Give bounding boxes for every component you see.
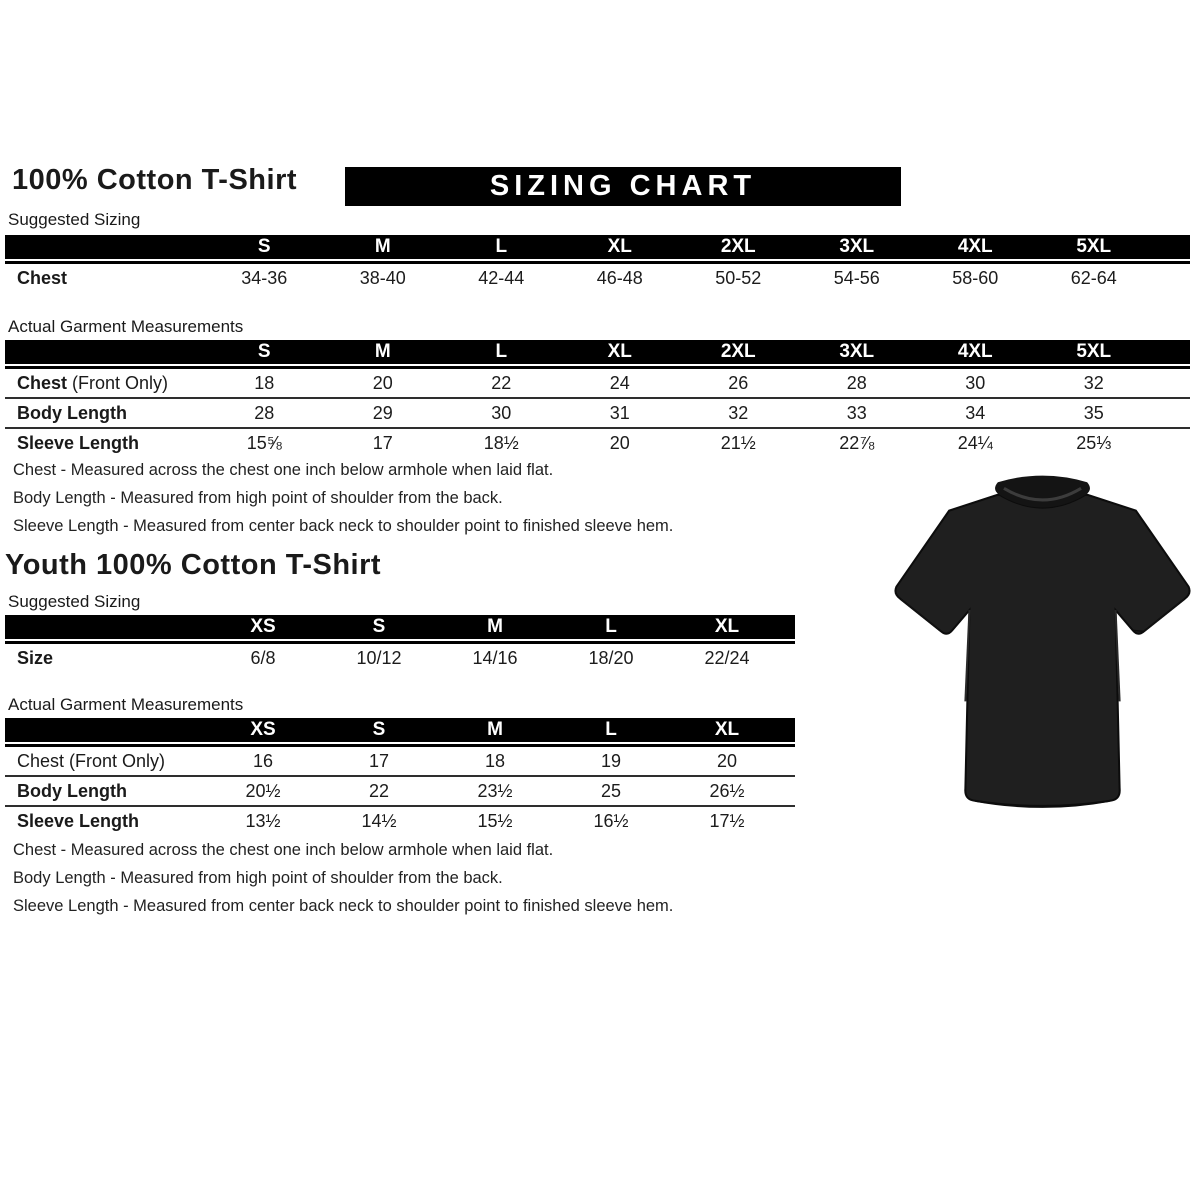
chest-range-value: 46-48 [596,267,643,288]
size-col-header: 2XL [720,341,756,362]
size-col-header: M [374,341,391,362]
size-col-header: 3XL [839,341,875,362]
measurement-value: 28 [846,372,867,393]
youth-chest-row [5,747,795,777]
measurement-value: 19 [600,750,622,771]
adult-measurement-notes [13,462,673,546]
size-col-header: M [487,616,503,637]
measurement-value: 20 [372,372,393,393]
page-title: 100% Cotton T-Shirt [12,164,298,196]
measurement-value: 18 [484,750,506,771]
size-range-value: 14/16 [472,647,518,668]
adult-actual-measurements-label: Actual Garment Measurements [8,317,244,336]
size-col-header: 4XL [957,341,993,362]
size-col-header: L [605,616,617,637]
row-label: Sleeve Length [17,432,140,453]
measurement-value: 22 [491,372,512,393]
adult-suggested-sizing-label: Suggested Sizing [8,210,141,229]
measurement-value: 17 [372,432,393,453]
measurement-value: 13½ [245,810,281,831]
measurement-value: 33 [846,402,867,423]
chest-range-value: 58-60 [952,267,999,288]
chest-measurement-row [5,369,1190,399]
chest-range-value: 54-56 [833,267,880,288]
measurement-value: 15½ [477,810,513,831]
size-col-header: S [257,341,271,362]
size-col-header: L [495,341,508,362]
measurement-value: 29 [372,402,393,423]
measurement-value: 31 [609,402,630,423]
measurement-value: 24¼ [957,432,993,453]
row-label-suffix: (Front Only) [67,372,169,393]
youth-suggested-sizing-label: Suggested Sizing [8,592,141,611]
measurement-value: 25⅓ [1076,432,1112,453]
measurement-value: 21½ [720,432,756,453]
size-col-header: L [495,236,508,257]
row-label: Sleeve Length [17,810,140,831]
youth-size-row [5,644,795,672]
size-col-header: 5XL [1076,236,1112,257]
youth-body-length-row [5,777,795,807]
measurement-value: 30 [965,372,986,393]
row-label: Body Length [17,402,127,423]
measurement-value: 18½ [483,432,519,453]
sizing-chart-banner [345,167,901,206]
size-range-value: 18/20 [588,647,634,668]
size-range-value: 10/12 [356,647,402,668]
measurement-value: 32 [728,402,749,423]
note-line: Sleeve Length - Measured from center back neck to shoulder point to finished sleeve hem. [13,517,674,535]
measurement-value: 17 [368,750,390,771]
youth-suggested-sizing-table [5,615,795,672]
measurement-value: 35 [1083,402,1104,423]
sizing-chart-banner-label: SIZING CHART [489,170,757,202]
measurement-value: 16 [252,750,274,771]
youth-actual-measurements-table [5,718,795,835]
size-header-row [5,718,795,742]
size-col-header: XS [250,616,276,637]
size-col-header: M [374,236,391,257]
row-label: Chest [17,267,68,288]
row-label: Chest (Front Only) [17,750,166,771]
row-label [5,373,205,394]
size-col-header: L [605,719,617,740]
adult-suggested-sizing-table [5,235,1190,292]
measurement-value: 25 [600,780,622,801]
measurement-value: 22 [368,780,390,801]
size-col-header: S [372,719,386,740]
chest-range-value: 38-40 [359,267,406,288]
tshirt-image [890,468,1195,813]
sleeve-length-row [5,429,1190,457]
youth-actual-measurements-label: Actual Garment Measurements [8,695,244,714]
measurement-value: 26½ [709,780,745,801]
measurement-value: 16½ [593,810,629,831]
row-label: Size [17,647,54,668]
size-col-header: XS [250,719,276,740]
adult-actual-measurements-table [5,340,1190,457]
note-line: Body Length - Measured from high point of shoulder from the back. [13,869,503,887]
size-col-header: XL [714,616,740,637]
youth-title: Youth 100% Cotton T-Shirt [5,549,382,581]
youth-measurement-notes [13,842,673,926]
measurement-value: 15⅝ [246,432,282,453]
size-range-value: 22/24 [704,647,750,668]
youth-sleeve-length-row [5,807,795,835]
size-col-header: 3XL [839,236,875,257]
chest-range-value: 34-36 [241,267,288,288]
measurement-value: 20 [716,750,738,771]
measurement-value: 14½ [361,810,397,831]
size-col-header: XL [607,236,632,257]
chest-range-value: 50-52 [715,267,762,288]
measurement-value: 32 [1083,372,1104,393]
note-line: Body Length - Measured from high point of shoulder from the back. [13,489,503,507]
note-line: Sleeve Length - Measured from center back neck to shoulder point to finished sleeve hem. [13,897,674,915]
size-col-header: XL [607,341,632,362]
size-col-header: XL [714,719,740,740]
size-header-row [5,340,1190,364]
measurement-value: 20½ [245,780,281,801]
size-header-row [5,615,795,639]
tshirt-graphic [890,468,1195,813]
size-col-header: 4XL [957,236,993,257]
chest-range-value: 62-64 [1070,267,1117,288]
measurement-value: 20 [609,432,630,453]
row-label: Body Length [17,780,127,801]
measurement-value: 34 [965,402,986,423]
measurement-value: 30 [491,402,512,423]
measurement-value: 23½ [477,780,513,801]
measurement-value: 17½ [709,810,745,831]
measurement-value: 28 [254,402,275,423]
measurement-value: 24 [609,372,630,393]
measurement-value: 26 [728,372,749,393]
size-col-header: 5XL [1076,341,1112,362]
size-col-header: S [257,236,271,257]
size-header-row [5,235,1190,259]
size-range-value: 6/8 [250,647,276,668]
size-col-header: M [487,719,503,740]
size-col-header: S [372,616,386,637]
body-length-row [5,399,1190,429]
measurement-value: 22⅞ [839,432,875,453]
measurement-value: 18 [254,372,275,393]
size-col-header: 2XL [720,236,756,257]
note-line: Chest - Measured across the chest one inch below armhole when laid flat. [13,841,554,859]
note-line: Chest - Measured across the chest one inch below armhole when laid flat. [13,461,554,479]
row-label-main: Chest [17,372,68,393]
chest-range-value: 42-44 [478,267,525,288]
chest-range-row [5,264,1190,292]
